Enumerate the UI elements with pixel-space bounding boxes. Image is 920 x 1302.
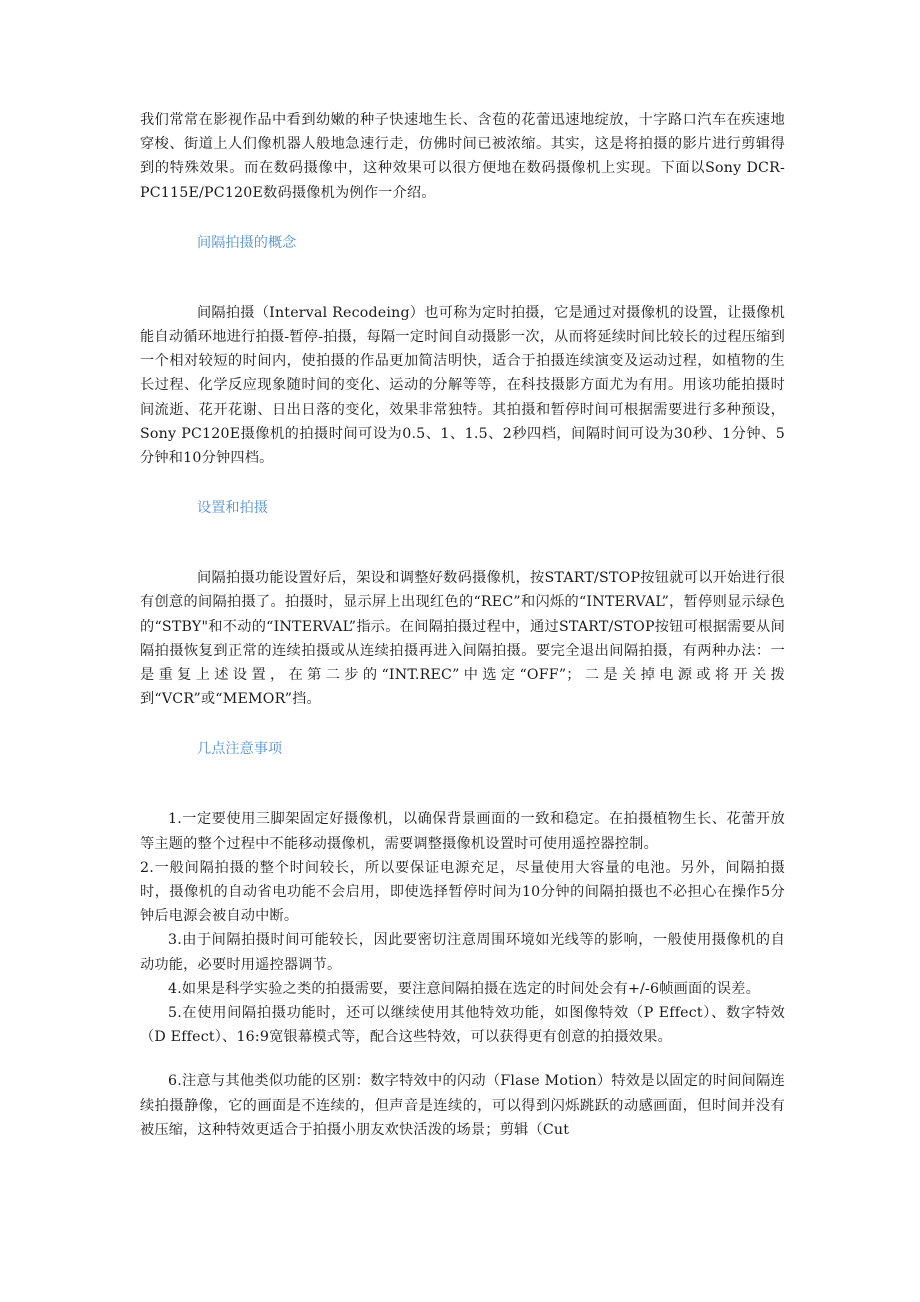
note-item: 4.如果是科学实验之类的拍摄需要，要注意间隔拍摄在选定的时间处会有+/-6帧画面的误差。 [168,980,760,997]
section-body-concept: 间隔拍摄（Interval Recodeing）也可称为定时拍摄，它是通过对摄像机的设置，让摄像机能自动循环地进行拍摄-暂停-拍摄，每隔一定时间自动摄影一次，从而将延续时间比较长的过程压缩到一个相对较短的时间内，使拍摄的作品更加简洁明快，适合于拍摄连续演变及运动过程，如植物的生长过程、化学反应现象随时间的变化、运动的分解等等，在科技摄影方面尤为有用。用该功能拍摄时间流逝、花开花谢、日出日落的变化，效果非常独特。其拍摄和暂停时间可根据需要进行多种预设，Sony PC120E摄像机的拍摄时间可设为0.5、1、1.5、2秒四档，间隔时间可设为30秒、1分钟、5分钟和10分钟四档。 [140,304,785,467]
section-heading-setup: 设置和拍摄 [197,500,268,517]
note-item: 5.在使用间隔拍摄功能时，还可以继续使用其他特效功能，如图像特效（P Effect）、数字特效（D Effect）、16:9宽银幕模式等，配合这些特效，可以获得更有创意的拍摄效果。 [140,1005,785,1046]
note-item: 3.由于间隔拍摄时间可能较长，因此要密切注意周围环境如光线等的影响，一般使用摄像机的自动功能，必要时用遥控器调节。 [140,932,785,973]
note-item: 1.一定要使用三脚架固定好摄像机，以确保背景画面的一致和稳定。在拍摄植物生长、花蕾开放等主题的整个过程中不能移动摄像机，需要调整摄像机设置时可使用遥控器控制。 [140,811,785,852]
note-item: 6.注意与其他类似功能的区别：数字特效中的闪动（Flase Motion）特效是以固定的时间间隔连续拍摄静像，它的画面是不连续的，但声音是连续的，可以得到闪烁跳跃的动感画面，但时间并没有被压缩，这种特效更适合于拍摄小朋友欢快活泼的场景；剪辑（Cut [140,1073,785,1138]
section-heading-notes: 几点注意事项 [197,741,283,758]
document-page [140,108,785,1142]
note-item: 2.一般间隔拍摄的整个时间较长，所以要保证电源充足，尽量使用大容量的电池。另外，间隔拍摄时，摄像机的自动省电功能不会启用，即使选择暂停时间为10分钟的间隔拍摄也不必担心在操作5分钟后电源会被自动中断。 [140,859,785,925]
section-heading-concept: 间隔拍摄的概念 [197,234,297,251]
intro-paragraph: 我们常常在影视作品中看到幼嫩的种子快速地生长、含苞的花蕾迅速地绽放，十字路口汽车在疾速地穿梭、街道上人们像机器人般地急速行走，仿佛时间已被浓缩。其实，这是将拍摄的影片进行剪辑得到的特殊效果。而在数码摄像中，这种效果可以很方便地在数码摄像机上实现。下面以Sony DCR-PC115E/PC120E数码摄像机为例作一介绍。 [140,112,785,201]
section-body-setup: 间隔拍摄功能设置好后，架设和调整好数码摄像机，按START/STOP按钮就可以开始进行很有创意的间隔拍摄了。拍摄时，显示屏上出现红色的“REC”和闪烁的“INTERVAL”，暂停则显示绿色的“STBY"和不动的“INTERVAL”指示。在间隔拍摄过程中，通过START/STOP按钮可根据需要从间隔拍摄恢复到正常的连续拍摄或从连续拍摄再进入间隔拍摄。要完全退出间隔拍摄，有两种办法：一是重复上述设置，在第二步的“INT.REC”中选定“OFF”；二是关掉电源或将开关拨到“VCR”或“MEMOR”挡。 [140,570,785,708]
